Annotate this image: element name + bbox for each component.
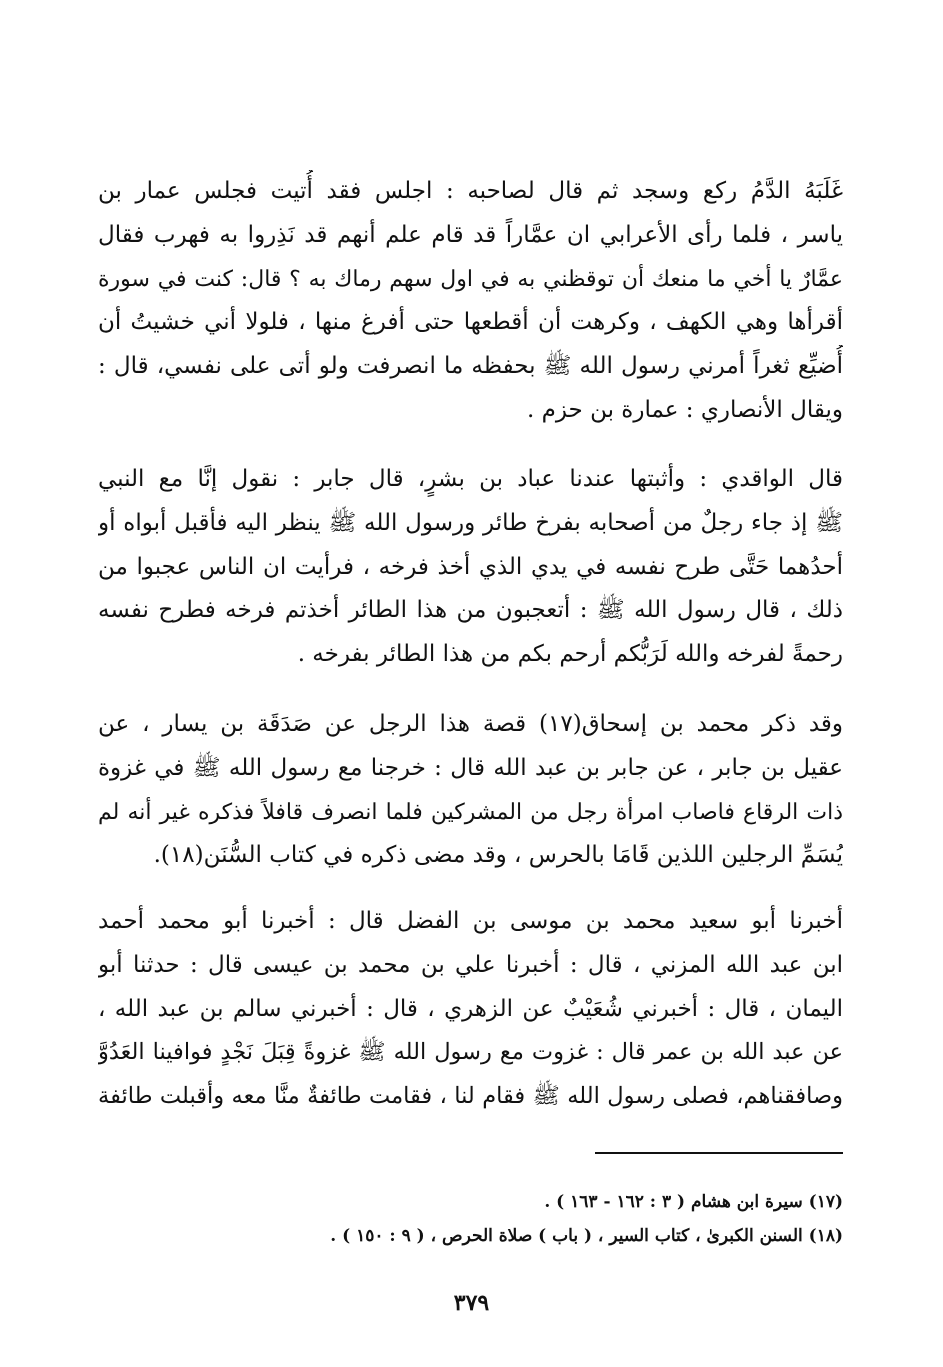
paragraph-text [98,900,843,1119]
footnotes [98,1185,843,1253]
page-number: ٣٧٩ [453,1290,490,1316]
text-line: ذلك ، قال رسول الله ﷺ : أتعجبون من هذا الطائر أخذتم فرخه فطرح نفسه [98,597,843,624]
text-line: رحمةً لفرخه والله لَرَبُّكم أرحم بكم من هذا الطائر بفرخه . [297,641,843,668]
paragraph-4 [98,900,843,1119]
text-line: ويقال الأنصاري : عمارة بن حزم . [526,396,843,423]
paragraph-2 [98,458,843,677]
text-line: ياسر ، فلما رأى الأعرابي ان عمَّاراً قد قام علم أنهم قد نَذِروا به فهرب فقال [98,221,843,248]
text-line: عقيل بن جابر ، عن جابر بن عبد الله قال : خرجنا مع رسول الله ﷺ في غزوة [98,754,843,781]
text-line: وقد ذكر محمد بن إسحاق(١٧) قصة هذا الرجل عن صَدَقَة بن يسار ، عن [98,711,843,737]
paragraph-text [98,458,843,677]
text-line: ﷺ إذ جاء رجلٌ من أصحابه بفرخ طائر ورسول الله ﷺ ينظر اليه فأقبل أبواه أو [98,509,843,536]
text-line: قال الواقدي : وأثبتها عندنا عباد بن بشرٍ، قال جابر : نقول إنَّا مع النبي [98,466,843,492]
text-line: غَلَبَهُ الدَّمُ ركع وسجد ثم قال لصاحبه : اجلس فقد أُتيت فجلس عمار بن [98,178,843,204]
footnote-17: (١٧) سيرة ابن هشام ( ٣ : ١٦٢ - ١٦٣ ) . [544,1192,843,1212]
text-line: أُضيِّع ثغراً أمرني رسول الله ﷺ بحفظه ما انصرفت ولو أتى على نفسي، قال : [98,353,843,380]
paragraph-1 [98,170,843,433]
text-line: عن عبد الله بن عمر قال : غزوت مع رسول الله ﷺ غزوةً قِبَلَ نَجْدٍ فوافينا العَدُوَّ [98,1039,843,1066]
paragraph-text [98,170,843,433]
text-line: يُسَمِّ الرجلين اللذين قَامَا بالحرس ، وقد مضى ذكره في كتاب السُّنَن(١٨). [153,842,843,869]
text-line: ابن عبد الله المزني ، قال : أخبرنا علي بن محمد بن عيسى قال : حدثنا أبو [98,951,843,978]
text-line: أخبرنا أبو سعيد محمد بن موسى بن الفضل قال : أخبرنا أبو محمد أحمد [98,908,843,934]
footnote-18: (١٨) السنن الكبرىٰ ، كتاب السير ، ( باب ) صلاة الحرص ، ( ٩ : ١٥٠ ) . [330,1226,843,1246]
footnote-separator [595,1152,843,1154]
text-line: اليمان ، قال : أخبرني شُعَيْبٌ عن الزهري ، قال : أخبرني سالم بن عبد الله ، [98,995,843,1022]
text-line: أحدُهما حَتَّى طرح نفسه في يدي الذي أخذ فرخه ، فرأيت ان الناس عجبوا من [98,553,843,580]
text-line: ذات الرقاع فاصاب امرأة رجل من المشركين فلما انصرف قافلاً فذكره غير أنه لم [98,799,843,825]
paragraph-text [98,703,843,878]
text-line: أقرأها وهي الكهف ، وكرهت أن أقطعها حتى أفرغ منها ، فلولا أني خشيتُ أن [98,309,843,336]
text-line: وصافقناهم، فصلى رسول الله ﷺ فقام لنا ، فقامت طائفةٌ منَّا معه وأقبلت طائفة [98,1083,843,1110]
paragraph-3 [98,703,843,878]
text-line: عمَّارٌ يا أخي ما منعك أن توقظني به في اول سهم رماك به ؟ قال: كنت في سورة [98,266,843,292]
